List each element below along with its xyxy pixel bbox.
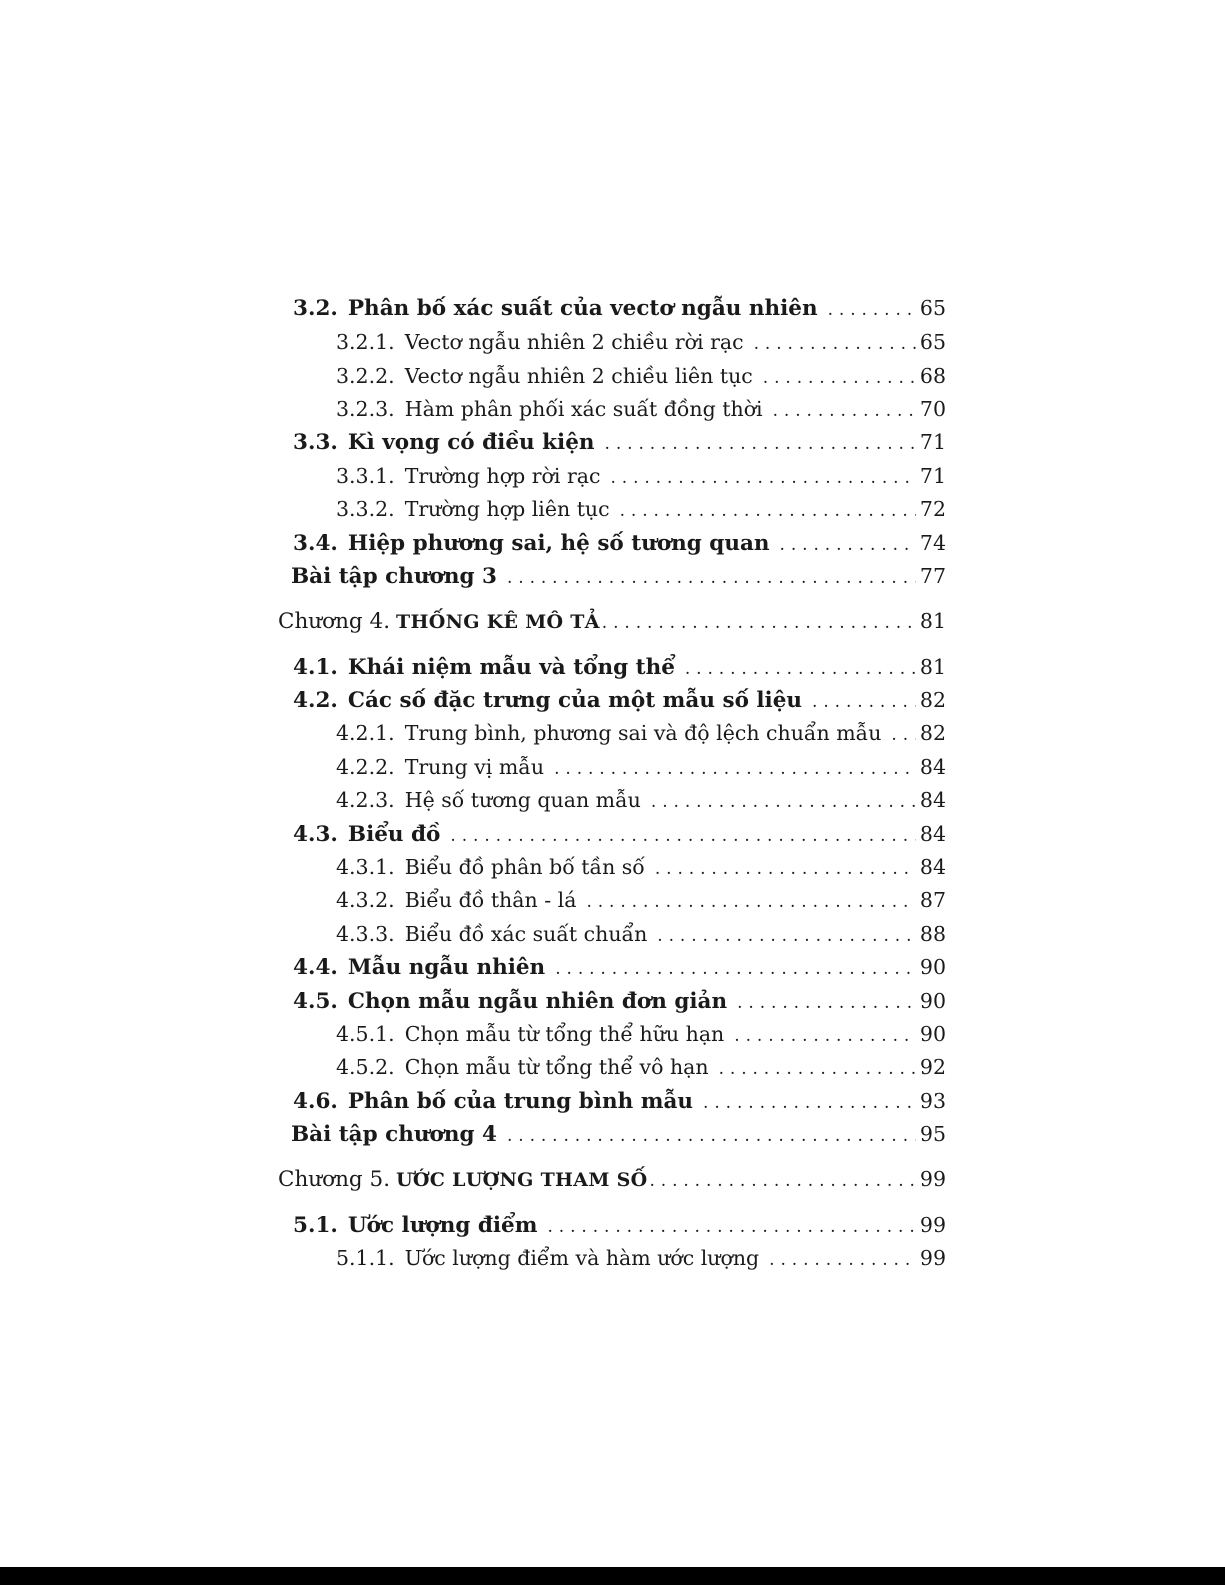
- toc-entry-exercises[interactable]: [291, 1122, 946, 1152]
- dot-leader: [737, 993, 916, 1013]
- chapter-number: Chương 4.: [278, 609, 391, 634]
- entry-number: 4.3.: [293, 822, 338, 847]
- toc-entry-subsection[interactable]: [336, 364, 946, 394]
- dot-leader: [507, 1126, 916, 1146]
- entry-number: 3.4.: [293, 531, 338, 556]
- toc-entry-chapter[interactable]: [278, 1167, 946, 1197]
- page-number: 84: [919, 755, 946, 779]
- dot-leader: [586, 892, 915, 912]
- entry-number: 4.3.3.: [336, 922, 395, 946]
- page-number: 70: [919, 397, 946, 421]
- dot-leader: [734, 1026, 916, 1046]
- dot-leader: [554, 759, 916, 779]
- entry-title: Chọn mẫu từ tổng thể hữu hạn: [404, 1022, 725, 1046]
- dot-leader: [828, 300, 916, 320]
- page-number: 82: [919, 721, 946, 745]
- chapter-title: THỐNG KÊ MÔ TẢ: [396, 611, 600, 633]
- dot-leader: [610, 468, 915, 488]
- dot-leader: [655, 859, 916, 879]
- entry-number: 5.1.1.: [336, 1246, 395, 1270]
- dot-leader: [891, 725, 915, 745]
- toc-entry-chapter[interactable]: [278, 609, 946, 639]
- bottom-scan-border: [0, 1567, 1225, 1585]
- entry-title: Các số đặc trưng của một mẫu số liệu: [347, 688, 803, 713]
- entry-title: Chọn mẫu từ tổng thể vô hạn: [404, 1055, 709, 1079]
- toc-entry-section[interactable]: [293, 989, 946, 1019]
- entry-title: Biểu đồ thân - lá: [404, 888, 577, 912]
- page-number: 87: [919, 888, 946, 912]
- toc-entry-subsection[interactable]: [336, 721, 946, 751]
- entry-title: Chọn mẫu ngẫu nhiên đơn giản: [347, 989, 728, 1014]
- page-number: 84: [919, 855, 946, 879]
- entry-number: 4.4.: [293, 955, 338, 980]
- page-number: 95: [919, 1122, 946, 1146]
- page-number: 81: [919, 655, 946, 679]
- page-number: 84: [919, 822, 946, 846]
- toc-entry-subsection[interactable]: [336, 855, 946, 885]
- dot-leader: [620, 501, 916, 521]
- chapter-title: ƯỚC LƯỢNG THAM SỐ: [396, 1169, 648, 1191]
- toc-entry-section[interactable]: [293, 531, 946, 561]
- toc-entry-subsection[interactable]: [336, 755, 946, 785]
- entry-title: Trường hợp liên tục: [404, 497, 610, 521]
- toc-entry-subsection[interactable]: [336, 330, 946, 360]
- entry-title: Vectơ ngẫu nhiên 2 chiều liên tục: [404, 364, 753, 388]
- dot-leader: [769, 1250, 916, 1270]
- entry-number: 3.3.: [293, 430, 338, 455]
- entry-title: Phân bố xác suất của vectơ ngẫu nhiên: [347, 296, 818, 321]
- page-number: 81: [919, 609, 946, 633]
- page-number: 65: [919, 296, 946, 320]
- entry-title: Biểu đồ phân bố tần số: [404, 855, 645, 879]
- page-number: 74: [919, 531, 946, 555]
- entry-title: Biểu đồ: [347, 822, 441, 847]
- toc-entry-section[interactable]: [293, 1213, 946, 1243]
- toc-entry-section[interactable]: [293, 955, 946, 985]
- page-number: 77: [919, 564, 946, 588]
- page-number: 71: [919, 430, 946, 454]
- entry-number: 4.3.2.: [336, 888, 395, 912]
- entry-title: Trường hợp rời rạc: [404, 464, 601, 488]
- entry-number: 4.6.: [293, 1089, 338, 1114]
- dot-leader: [719, 1059, 916, 1079]
- dot-leader: [450, 826, 916, 846]
- entry-number: 4.5.2.: [336, 1055, 395, 1079]
- entry-title: Phân bố của trung bình mẫu: [347, 1089, 694, 1114]
- entry-number: 3.2.3.: [336, 397, 395, 421]
- page-number: 71: [919, 464, 946, 488]
- page-number: 99: [919, 1246, 946, 1270]
- toc-entry-subsection[interactable]: [336, 497, 946, 527]
- dot-leader: [703, 1093, 916, 1113]
- dot-leader: [651, 792, 916, 812]
- entry-title: Hàm phân phối xác suất đồng thời: [404, 397, 763, 421]
- toc-entry-exercises[interactable]: [291, 564, 946, 594]
- entry-number: 4.5.1.: [336, 1022, 395, 1046]
- page-number: 90: [919, 989, 946, 1013]
- dot-leader: [602, 613, 916, 633]
- page-number: 90: [919, 955, 946, 979]
- toc-entry-subsection[interactable]: [336, 1246, 946, 1276]
- toc-entry-subsection[interactable]: [336, 788, 946, 818]
- toc-entry-section[interactable]: [293, 296, 946, 326]
- entry-title: Trung vị mẫu: [404, 755, 545, 779]
- entry-number: 3.2.: [293, 296, 338, 321]
- toc-entry-subsection[interactable]: [336, 922, 946, 952]
- entry-title: Mẫu ngẫu nhiên: [347, 955, 546, 980]
- dot-leader: [812, 692, 916, 712]
- page-number: 72: [919, 497, 946, 521]
- dot-leader: [605, 434, 916, 454]
- dot-leader: [773, 401, 916, 421]
- entry-number: 3.2.1.: [336, 330, 395, 354]
- toc-entry-section[interactable]: [293, 688, 946, 718]
- toc-entry-subsection[interactable]: [336, 397, 946, 427]
- page-number: 99: [919, 1213, 946, 1237]
- chapter-number: Chương 5.: [278, 1167, 391, 1192]
- entry-number: 4.2.1.: [336, 721, 395, 745]
- page-number: 92: [919, 1055, 946, 1079]
- dot-leader: [657, 926, 916, 946]
- entry-title: Kì vọng có điều kiện: [347, 430, 595, 455]
- entry-number: 4.2.: [293, 688, 338, 713]
- entry-title: Ước lượng điểm và hàm ước lượng: [404, 1246, 760, 1270]
- dot-leader: [754, 334, 916, 354]
- page-number: 93: [919, 1089, 946, 1113]
- entry-number: 4.1.: [293, 655, 338, 680]
- toc-entry-subsection[interactable]: [336, 1022, 946, 1052]
- toc-entry-subsection[interactable]: [336, 888, 946, 918]
- page-number: 99: [919, 1167, 946, 1191]
- entry-title: Trung bình, phương sai và độ lệch chuẩn mẫu: [404, 721, 882, 745]
- toc-entry-subsection[interactable]: [336, 1055, 946, 1085]
- entry-title: Vectơ ngẫu nhiên 2 chiều rời rạc: [404, 330, 744, 354]
- dot-leader: [555, 959, 916, 979]
- entry-title: Biểu đồ xác suất chuẩn: [404, 922, 648, 946]
- page-number: 82: [919, 688, 946, 712]
- page-number: 65: [919, 330, 946, 354]
- toc-entry-section[interactable]: [293, 822, 946, 852]
- dot-leader: [763, 368, 916, 388]
- dot-leader: [547, 1217, 915, 1237]
- dot-leader: [685, 659, 916, 679]
- entry-title: Bài tập chương 4: [291, 1122, 497, 1147]
- entry-number: 4.2.2.: [336, 755, 395, 779]
- dot-leader: [649, 1171, 915, 1191]
- page-number: 68: [919, 364, 946, 388]
- toc-entry-subsection[interactable]: [336, 464, 946, 494]
- entry-title: Hiệp phương sai, hệ số tương quan: [347, 531, 770, 556]
- dot-leader: [780, 535, 916, 555]
- entry-number: 4.5.: [293, 989, 338, 1014]
- page-number: 90: [919, 1022, 946, 1046]
- toc-entry-section[interactable]: [293, 1089, 946, 1119]
- entry-number: 3.3.2.: [336, 497, 395, 521]
- page-number: 88: [919, 922, 946, 946]
- entry-number: 4.3.1.: [336, 855, 395, 879]
- entry-number: 3.2.2.: [336, 364, 395, 388]
- entry-title: Ước lượng điểm: [347, 1213, 538, 1238]
- entry-title: Bài tập chương 3: [291, 564, 497, 589]
- dot-leader: [507, 568, 916, 588]
- toc-entry-section[interactable]: [293, 655, 946, 685]
- entry-number: 5.1.: [293, 1213, 338, 1238]
- entry-title: Khái niệm mẫu và tổng thể: [347, 655, 675, 680]
- page-number: 84: [919, 788, 946, 812]
- entry-title: Hệ số tương quan mẫu: [404, 788, 641, 812]
- toc-entry-section[interactable]: [293, 430, 946, 460]
- entry-number: 4.2.3.: [336, 788, 395, 812]
- entry-number: 3.3.1.: [336, 464, 395, 488]
